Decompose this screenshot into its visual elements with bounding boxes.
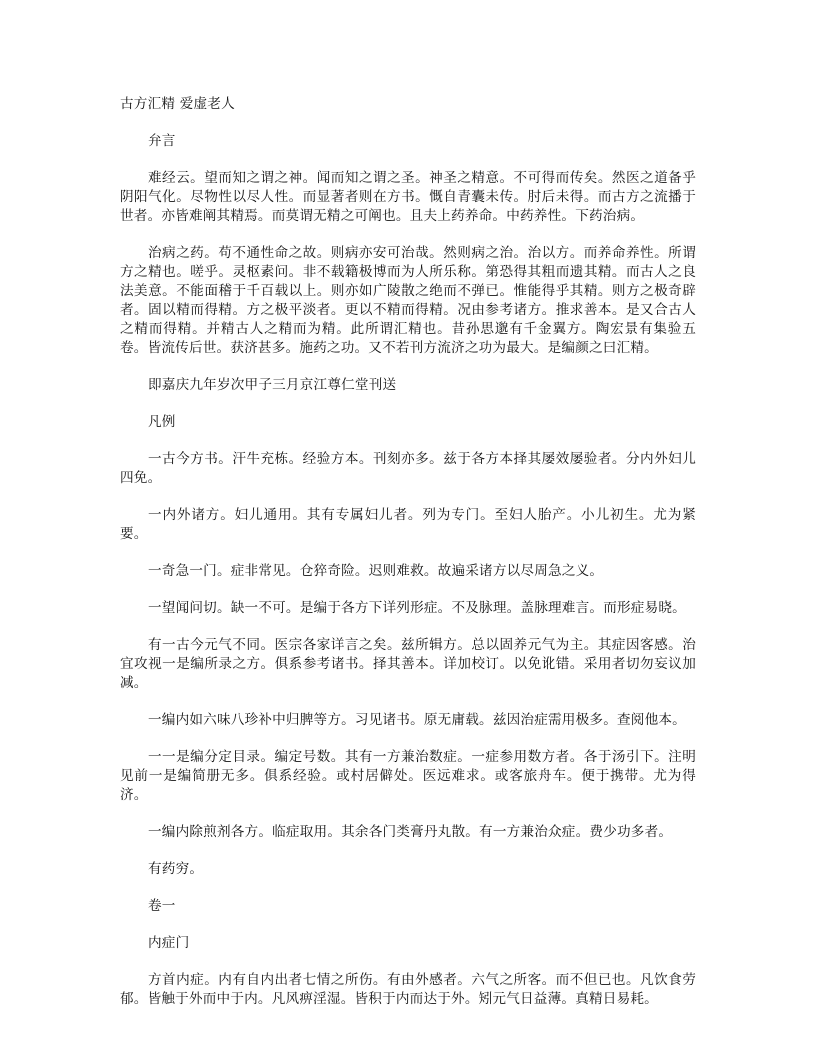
section-heading: 内症门 [148, 935, 190, 951]
document-title: 古方汇精 爱虚老人 [120, 96, 235, 112]
paragraph: 一古今方书。汗牛充栋。经验方本。刊刻亦多。兹于各方本择其屡效屡验者。分内外妇儿四免。 [120, 451, 696, 486]
paragraph: 一编内如六味八珍补中归脾等方。习见诸书。原无庸载。兹因治症需用极多。查阅他本。 [148, 712, 686, 728]
paragraph: 一内外诸方。妇儿通用。其有专属妇儿者。列为专门。至妇人胎产。小儿初生。尤为紧要。 [120, 507, 696, 542]
section-heading: 弁言 [148, 133, 176, 149]
section-heading: 凡例 [148, 414, 176, 430]
section-heading: 有药穷。 [148, 861, 204, 877]
paragraph: 难经云。望而知之谓之神。闻而知之谓之圣。神圣之精意。不可得而传矣。然医之道备乎阴阳气化。尽物性以尽人性。而显著者则在方书。慨自青囊未传。肘后未得。而古方之流播于世者。亦皆难阐其精焉。而莫谓无精之可阐也。且夫上药养命。中药养性。下药治病。 [120, 170, 696, 224]
paragraph: 一编内除煎剂各方。临症取用。其余各门类膏丹丸散。有一方兼治众症。费少功多者。 [148, 824, 673, 840]
paragraph: 一奇急一门。症非常见。仓猝奇险。迟则难救。故遍采诸方以尽周急之义。 [148, 563, 604, 579]
paragraph: 一望闻问切。缺一不可。是编于各方下详列形症。不及脉理。盖脉理难言。而形症易晓。 [148, 600, 686, 616]
publication-note: 即嘉庆九年岁次甲子三月京江尊仁堂刊送 [148, 377, 397, 393]
paragraph: 方首内症。内有自内出者七情之所伤。有由外感者。六气之所客。而不但已也。凡饮食劳郁。皆触于外而中于内。凡风痹淫湿。皆积于内而达于外。矧元气日益薄。真精日易耗。 [120, 972, 696, 1007]
paragraph: 有一古今元气不同。医宗各家详言之矣。兹所辑方。总以固养元气为主。其症因客感。治宜攻视一是编所录之方。俱系参考诸书。择其善本。详加校订。以免讹错。采用者切勿妄议加减。 [120, 637, 696, 691]
paragraph: 一一是编分定目录。编定号数。其有一方兼治数症。一症参用数方者。各于汤引下。注明见前一是编简册无多。俱系经验。或村居僻处。医远难求。或客旅舟车。便于携带。尤为得济。 [120, 749, 696, 803]
section-heading: 卷一 [148, 898, 176, 914]
document-page [120, 95, 696, 1027]
paragraph: 治病之药。苟不通性命之故。则病亦安可治哉。然则病之治。治以方。而养命养性。所谓方之精也。嗟乎。灵枢素问。非不载籍极博而为人所乐称。第恐得其粗而遗其精。而古人之良法美意。不能面稽于千百载以上。则亦如广陵散之绝而不弹已。惟能得乎其精。则方之极奇辟者。固以精而得精。方之极平淡者。更以不精而得精。况由参考诸方。推求善本。是又合古人之精而得精。并精古人之精而为精。此所谓汇精也。昔孙思邈有千金翼方。陶宏景有集验五卷。皆流传后世。获济甚多。施药之功。又不若刊方流济之功为最大。是编颜之曰汇精。 [120, 245, 696, 356]
